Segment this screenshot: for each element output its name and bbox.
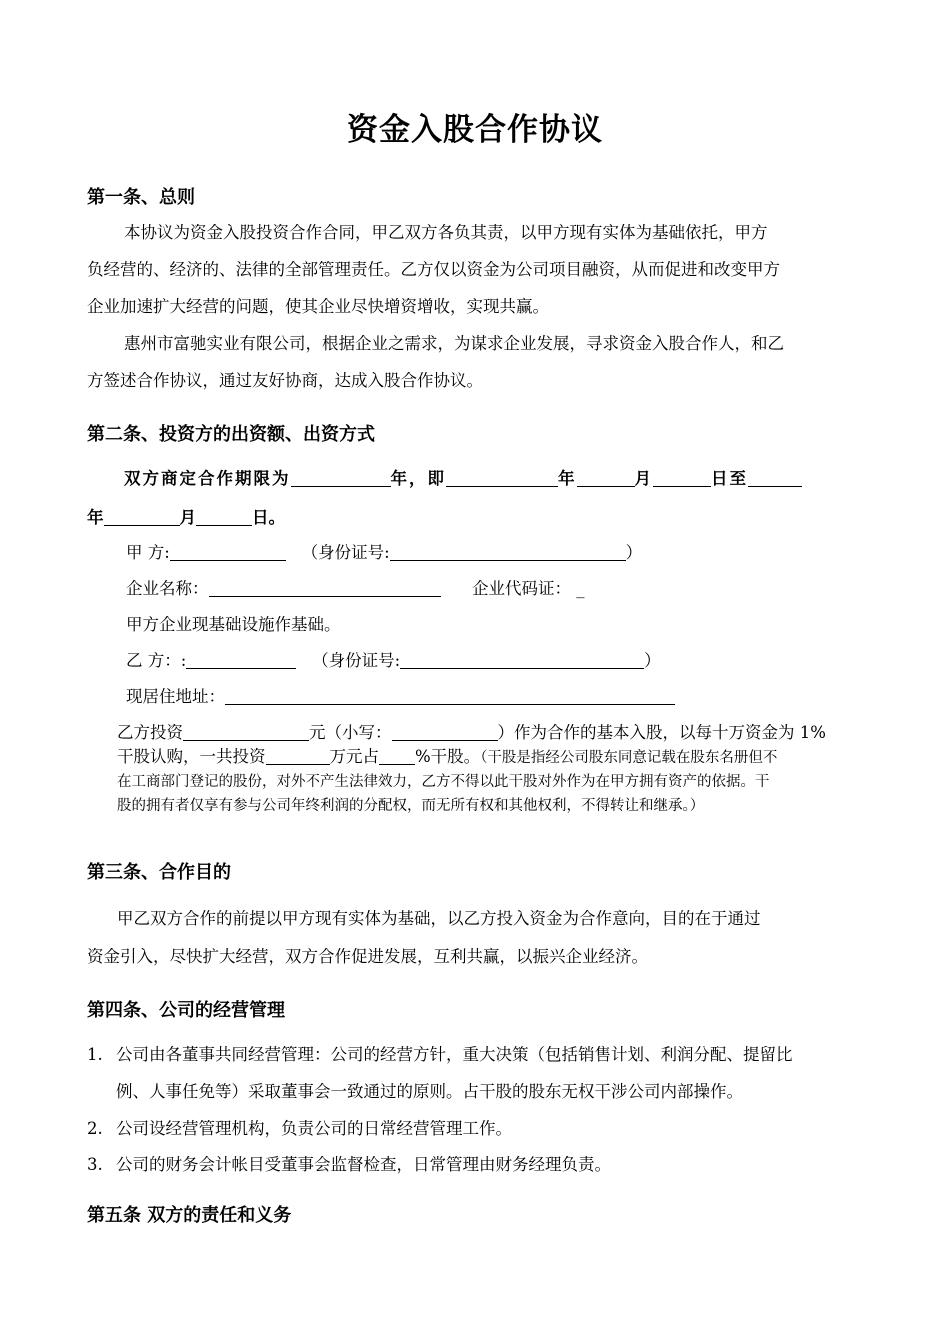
party-a-id-blank[interactable]	[390, 542, 626, 561]
invest-wan-label: 万元占	[329, 747, 379, 766]
end-month-blank[interactable]	[104, 507, 180, 526]
section-4-heading: 第四条、公司的经营管理	[87, 1000, 285, 1021]
invest-amount-blank[interactable]	[183, 722, 309, 741]
section-1-heading: 第一条、总则	[87, 187, 195, 208]
invest-basis-text: ）作为合作的基本入股，以每十万资金为 1%	[497, 723, 826, 742]
section-5-heading: 第五条 双方的责任和义务	[87, 1205, 292, 1226]
end-year-label: 年	[87, 508, 104, 527]
party-b-id-label: （身份证号:	[312, 651, 401, 670]
document-title: 资金入股合作协议	[347, 112, 603, 148]
investment-line-1	[117, 722, 826, 744]
invest-yuan-label: 元（小写：	[309, 723, 392, 742]
invest-label: 乙方投资	[117, 723, 183, 742]
share-percent-blank[interactable]	[379, 746, 415, 765]
s4-item-3-num: 3.	[87, 1155, 103, 1174]
term-year-text: 年，即	[390, 469, 446, 488]
dry-share-note-1: （干股是指经公司股东同意记载在股东名册但不	[480, 750, 778, 766]
party-b-line	[126, 650, 661, 672]
end-month-label: 月	[179, 508, 196, 527]
address-line	[126, 686, 675, 708]
company-code-label: 企业代码证：	[471, 579, 571, 598]
party-b-label: 乙 方：:	[126, 651, 187, 670]
s1-p1-line1: 本协议为资金入股投资合作合同，甲乙双方各负其责，以甲方现有实体为基础依托，甲方	[124, 223, 768, 242]
dry-share-note-2: 在工商部门登记的股份，对外不产生法律效力，乙方不得以此干股对外作为在甲方拥有资产的依据。干	[117, 774, 770, 790]
s4-item-1-num: 1.	[87, 1045, 103, 1064]
s1-p1-line2: 负经营的、经济的、法律的全部管理责任。乙方仅以资金为公司项目融资，从而促进和改变甲方	[87, 260, 780, 279]
party-a-id-label: （身份证号:	[301, 543, 390, 562]
party-b-id-close: ）	[644, 651, 661, 670]
s3-line2: 资金引入，尽快扩大经营，双方合作促进发展，互利共赢，以振兴企业经济。	[87, 947, 648, 966]
s4-item-2-num: 2.	[87, 1119, 103, 1138]
party-b-id-blank[interactable]	[400, 650, 644, 669]
term-line-2	[87, 507, 285, 529]
address-label: 现居住地址：	[126, 687, 225, 706]
party-a-basis: 甲方企业现基础设施作基础。	[126, 615, 341, 634]
end-year-blank-a[interactable]	[748, 468, 802, 487]
start-day-blank[interactable]	[653, 468, 711, 487]
company-code-blank[interactable]: _	[576, 579, 585, 598]
section-2-heading: 第二条、投资方的出资额、出资方式	[87, 424, 375, 445]
term-years-blank[interactable]	[291, 468, 391, 487]
company-name-label: 企业名称：	[126, 579, 209, 598]
month-label: 月	[634, 469, 653, 488]
party-a-id-close: ）	[625, 543, 643, 562]
end-day-blank[interactable]	[196, 507, 252, 526]
address-blank[interactable]	[225, 686, 675, 705]
day-to-label: 日至	[711, 469, 748, 488]
company-line	[126, 578, 584, 600]
investment-line-2	[117, 746, 777, 768]
start-month-blank[interactable]	[577, 468, 635, 487]
term-label: 双方商定合作期限为	[124, 469, 291, 488]
year-label: 年	[558, 469, 577, 488]
party-a-label: 甲 方:	[126, 543, 170, 562]
end-day-label: 日。	[252, 508, 285, 527]
term-line-1	[124, 468, 802, 490]
s1-p1-line3: 企业加速扩大经营的问题，使其企业尽快增资增收，实现共赢。	[87, 297, 549, 316]
s4-item-3-line1: 公司的财务会计帐目受董事会监督检查，日常管理由财务经理负责。	[116, 1155, 611, 1174]
invest-lowercase-blank[interactable]	[392, 722, 498, 741]
invest-total-label: 干股认购，一共投资	[117, 747, 266, 766]
party-b-name-blank[interactable]	[186, 650, 296, 669]
section-3-heading: 第三条、合作目的	[87, 862, 231, 883]
party-a-line	[126, 542, 642, 564]
dry-share-note-3: 股的拥有者仅享有参与公司年终利润的分配权，而无所有权和其他权利，不得转让和继承。）	[117, 798, 705, 814]
s4-item-1-line2: 例、人事任免等）采取董事会一致通过的原则。占干股的股东无权干涉公司内部操作。	[116, 1082, 743, 1101]
share-percent-label: %干股。	[415, 747, 481, 766]
s4-item-1-line1: 公司由各董事共同经营管理：公司的经营方针，重大决策（包括销售计划、利润分配、提留比	[116, 1045, 793, 1064]
s1-p2-line2: 方签述合作协议，通过友好协商，达成入股合作协议。	[87, 371, 483, 390]
s3-line1: 甲乙双方合作的前提以甲方现有实体为基础，以乙方投入资金为合作意向，目的在于通过	[117, 909, 761, 928]
start-year-blank[interactable]	[446, 468, 558, 487]
s4-item-2-line1: 公司设经营管理机构，负责公司的日常经营管理工作。	[116, 1119, 512, 1138]
s1-p2-line1: 惠州市富驰实业有限公司，根据企业之需求，为谋求企业发展，寻求资金入股合作人，和乙	[124, 334, 784, 353]
company-name-blank[interactable]	[209, 578, 441, 597]
party-a-name-blank[interactable]	[170, 542, 286, 561]
invest-total-blank[interactable]	[266, 746, 330, 765]
